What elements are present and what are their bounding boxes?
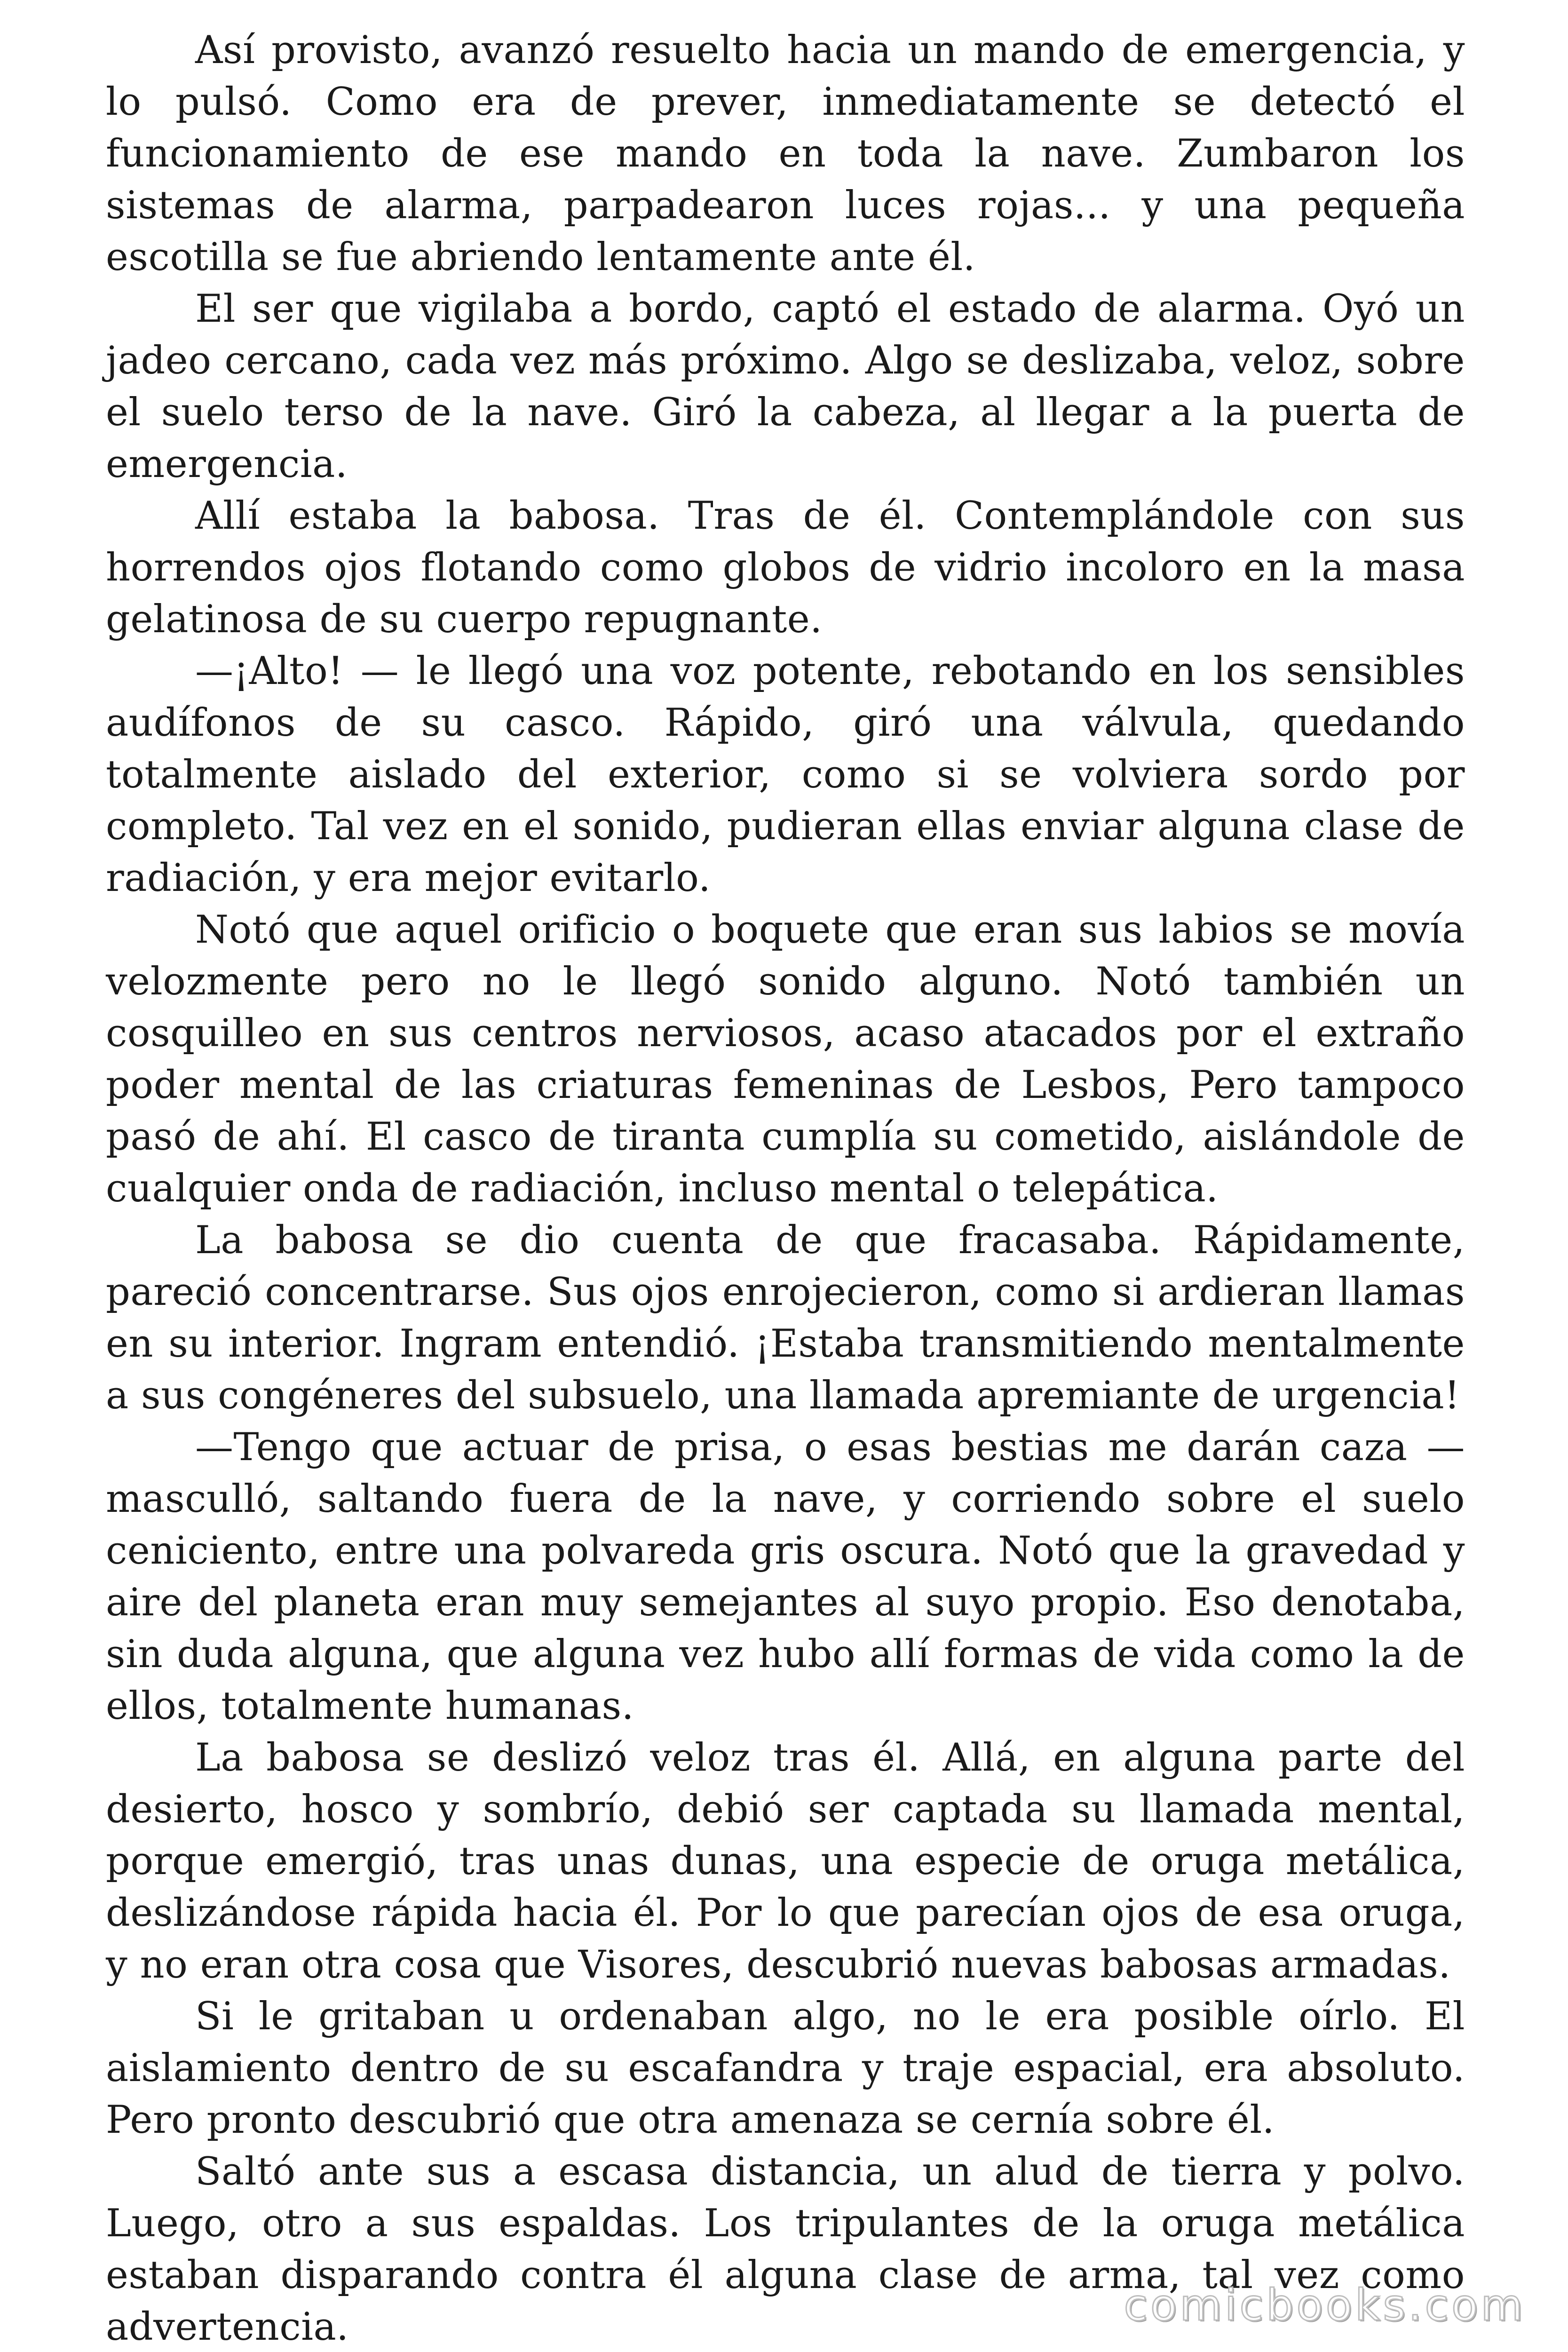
watermark: comicbooks.com (1124, 2280, 1526, 2330)
paragraph-8: La babosa se deslizó veloz tras él. Allá, en alguna parte del desierto, hosco y sombrío, debió ser captada su llamada mental, porque emergió, tras unas dunas, una especie de oruga metálica, deslizándose rápida hacia él. Por lo que parecían ojos de esa oruga, y no eran otra cosa que Visores, descubrió nuevas babosas armadas. (106, 1736, 1465, 1987)
paragraph-6: La babosa se dio cuenta de que fracasaba. Rápidamente, pareció concentrarse. Sus ojos enrojecieron, como si ardieran llamas en su interior. Ingram entendió. ¡Estaba transmitiendo mentalmente a sus congéneres del subsuelo, una llamada apremiante de urgencia! (106, 1218, 1465, 1418)
paragraph-7: —Tengo que actuar de prisa, o esas bestias me darán caza — mascullό, saltando fuera de la nave, y corriendo sobre el suelo ceniciento, entre una polvareda gris oscura. Notó que la gravedad y aire del planeta eran muy semejantes al suyo propio. Eso denotaba, sin duda alguna, que alguna vez hubo allí formas de vida como la de ellos, totalmente humanas. (106, 1425, 1465, 1728)
paragraph-5: Notó que aquel orificio o boquete que eran sus labios se movía velozmente pero no le llegó sonido alguno. Notó también un cosquilleo en sus centros nerviosos, acaso atacados por el extraño poder mental de las criaturas femeninas de Lesbos, Pero tampoco pasó de ahí. El casco de tiranta cumplía su cometido, aislándole de cualquier onda de radiación, incluso mental o telepática. (106, 908, 1465, 1211)
paragraph-9: Si le gritaban u ordenaban algo, no le era posible oírlo. El aislamiento dentro de su escafandra y traje espacial, era absoluto. Pero pronto descubrió que otra amenaza se cernía sobre él. (106, 1994, 1465, 2142)
paragraph-2: El ser que vigilaba a bordo, captó el estado de alarma. Oyó un jadeo cercano, cada vez más próximo. Algo se deslizaba, veloz, sobre el suelo terso de la nave. Giró la cabeza, al llegar a la puerta de emergencia. (106, 287, 1465, 486)
paragraph-4: —¡Alto! — le llegó una voz potente, rebotando en los sensibles audífonos de su casco. Rápido, giró una válvula, quedando totalmente aislado del exterior, como si se volviera sordo por completo. Tal vez en el sonido, pudieran ellas enviar alguna clase de radiación, y era mejor evitarlo. (106, 649, 1465, 900)
paragraph-3: Allí estaba la babosa. Tras de él. Contemplándole con sus horrendos ojos flotando como globos de vidrio incoloro en la masa gelatinosa de su cuerpo repugnante. (106, 494, 1465, 642)
document-body (106, 24, 1465, 2352)
paragraph-1: Así provisto, avanzó resuelto hacia un mando de emergencia, y lo pulsó. Como era de prever, inmediatamente se detectó el funcionamiento de ese mando en toda la nave. Zumbaron los sistemas de alarma, parpadearon luces rojas... y una pequeña escotilla se fue abriendo lentamente ante él. (106, 28, 1465, 279)
paragraph-10: Saltó ante sus a escasa distancia, un alud de tierra y polvo. Luego, otro a sus espaldas. Los tripulantes de la oruga metálica estaban disparando contra él alguna clase de arma, tal vez como advertencia. (106, 2150, 1465, 2349)
